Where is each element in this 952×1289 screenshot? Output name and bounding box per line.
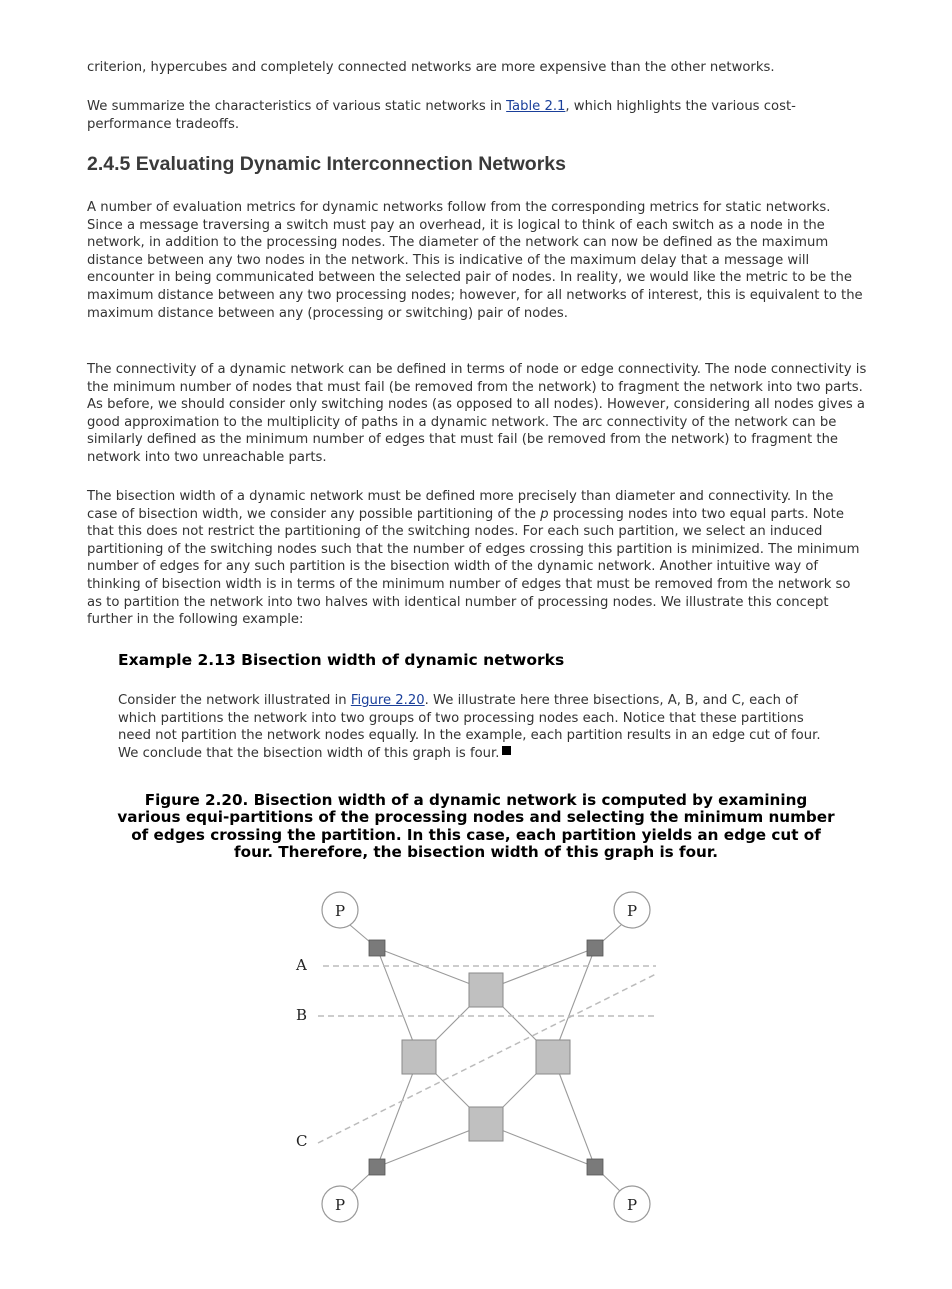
example-heading: Example 2.13 Bisection width of dynamic networks — [118, 651, 565, 669]
cut-label-c: C — [296, 1132, 308, 1150]
processor-label: P — [334, 1196, 346, 1214]
small-switch-top-right — [587, 940, 603, 956]
intro-paragraph: criterion, hypercubes and completely connected networks are more expensive than the other networks. — [87, 60, 775, 75]
bisection-text-before: The bisection width of a dynamic network must be defined more precisely than diameter and connectivity. In the case of bisection width, we consider any possible partitioning of the — [87, 489, 834, 522]
cut-label-a: A — [296, 956, 307, 974]
metrics-paragraph: A number of evaluation metrics for dynamic networks follow from the corresponding metrics for static networks. Since a message traversing a switch must pay an overhead, it is logical to think of each switch as a node in the network, in addition to the processing nodes. The diameter of the network can now be defined as the maximum distance between any two nodes in the network. This is indicative of the maximum delay that a message will encounter in being communicated between the selected pair of nodes. In reality, we would like the metric to be the maximum distance between any two processing nodes; however, for all networks of interest, this is equivalent to the maximum distance between any (processing or switching) pair of nodes. — [87, 200, 863, 321]
processor-top-right — [614, 892, 650, 928]
network-edges — [350, 925, 621, 1192]
processor-label: P — [626, 902, 638, 920]
figure-caption-text: Figure 2.20. Bisection width of a dynamic network is computed by examining various equi-partitions of the processing nodes and selecting the minimum number of edges crossing the partition. In this case, each partition yields an edge cut of four. Therefore, the bisection width of this graph is four. — [117, 791, 835, 862]
cut-label-b: B — [296, 1006, 308, 1024]
switching-nodes — [369, 940, 603, 1175]
processor-bottom-left — [322, 1186, 358, 1222]
small-switch-bottom-right — [587, 1159, 603, 1175]
table-2-1-link[interactable]: Table 2.1 — [506, 99, 566, 114]
large-switch-left — [402, 1040, 436, 1074]
summary-text-before: We summarize the characteristics of various static networks in — [87, 99, 507, 114]
summary-text-after: , which highlights the various cost-performance tradeoffs. — [87, 99, 796, 132]
processor-bottom-right — [614, 1186, 650, 1222]
example-text-before: Consider the network illustrated in — [118, 693, 351, 708]
processor-label: P — [334, 902, 346, 920]
cut-labels — [295, 956, 307, 1150]
small-switch-top-left — [369, 940, 385, 956]
large-switch-right — [536, 1040, 570, 1074]
connectivity-paragraph: The connectivity of a dynamic network can be defined in terms of node or edge connectivity. The node connectivity is the minimum number of nodes that must fail (be removed from the network) to fragment the network into two parts. As before, we should consider only switching nodes (as opposed to all nodes). However, considering all nodes gives a good approximation to the multiplicity of paths in a dynamic network. The arc connectivity of the network can be similarly defined as the minimum number of edges that must fail (be removed from the network) to fragment the network into two unreachable parts. — [87, 362, 867, 465]
section-heading: 2.4.5 Evaluating Dynamic Interconnection Networks — [87, 153, 566, 175]
example-text-after: . We illustrate here three bisections, A, B, and C, each of which partitions the network into two groups of two processing nodes each. Notice that these partitions need not partition the network nodes equally. In the example, each partition results in an edge cut of four. We conclude that the bisection width of this graph is four. — [118, 693, 821, 761]
processor-label: P — [626, 1196, 638, 1214]
figure-2-20-link[interactable]: Figure 2.20 — [350, 693, 425, 708]
variable-p: p — [540, 506, 549, 522]
processor-top-left — [322, 892, 358, 928]
large-switch-bottom — [469, 1107, 503, 1141]
large-switch-top — [469, 973, 503, 1007]
bisection-text-after: processing nodes into two equal parts. Note that this does not restrict the partitioning of the switching nodes. For each such partition, we select an induced partitioning of the switching nodes such that the number of edges crossing this partition is minimized. The minimum number of edges for any such partition is the bisection width of the dynamic network. Another intuitive way of thinking of bisection width is in terms of the minimum number of edges that must be removed from the network so as to partition the network into two halves with identical number of processing nodes. We illustrate this concept further in the following example: — [87, 506, 860, 628]
small-switch-bottom-left — [369, 1159, 385, 1175]
